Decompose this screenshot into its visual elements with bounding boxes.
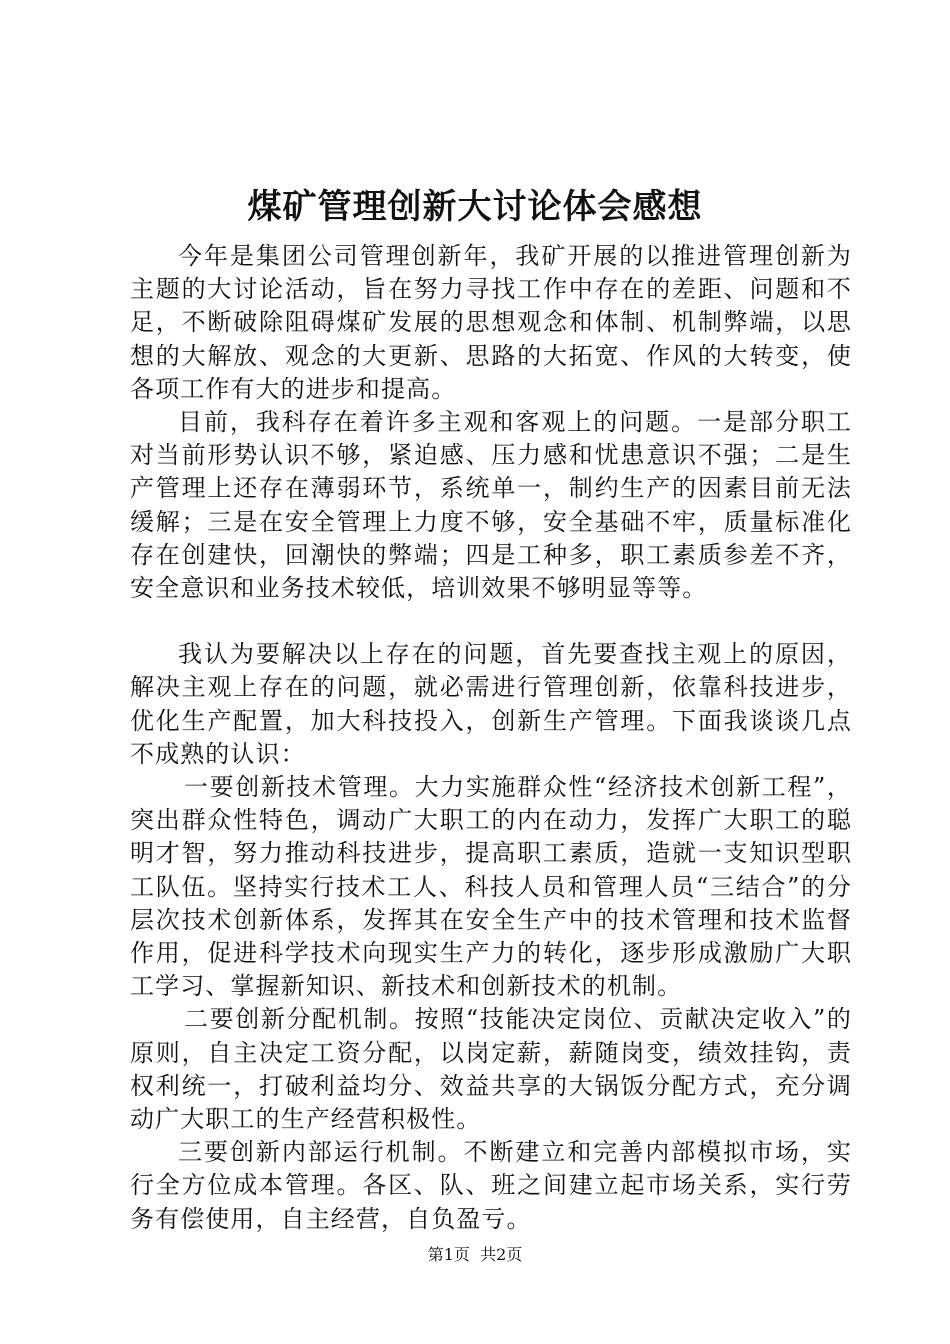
document-body xyxy=(130,240,852,1236)
paragraph-point-two: 二要创新分配机制。按照“技能决定岗位、贡献决定收入”的原则，自主决定工资分配，以岗定薪，薪随岗变，绩效挂钩，责权利统一，打破利益均分、效益共享的大锅饭分配方式，充分调动广大职工的生产经营积极性。 xyxy=(130,1005,852,1134)
paragraph-point-one: 一要创新技术管理。大力实施群众性“经济技术创新工程”，突出群众性特色，调动广大职工的内在动力，发挥广大职工的聪明才智，努力推动科技进步，提高职工素质，造就一支知识型职工队伍。坚持实行技术工人、科技人员和管理人员“三结合”的分层次技术创新体系，发挥其在安全生产中的技术管理和技术监督作用，促进科学技术向现实生产力的转化，逐步形成激励广大职工学习、掌握新知识、新技术和创新技术的机制。 xyxy=(130,773,852,1001)
paragraph-spacer xyxy=(130,605,852,638)
paragraph-point-three: 三要创新内部运行机制。不断建立和完善内部模拟市场，实行全方位成本管理。各区、队、班之间建立起市场关系，实行劳务有偿使用，自主经营，自负盈亏。 xyxy=(130,1138,852,1233)
document-title: 煤矿管理创新大讨论体会感想 xyxy=(247,187,703,227)
paragraph-problems: 目前，我科存在着许多主观和客观上的问题。一是部分职工对当前形势认识不够，紧迫感、压力感和忧患意识不强；二是生产管理上还存在薄弱环节，系统单一，制约生产的因素目前无法缓解；三是在安全管理上力度不够，安全基础不牢，质量标准化存在创建快，回潮快的弊端；四是工种多，职工素质参差不齐，安全意识和业务技术较低，培训效果不够明显等等。 xyxy=(130,408,852,603)
paragraph-intro: 今年是集团公司管理创新年，我矿开展的以推进管理创新为主题的大讨论活动，旨在努力寻找工作中存在的差距、问题和不足，不断破除阻碍煤矿发展的思想观念和体制、机制弊端，以思想的大解放、观念的大更新、思路的大拓宽、作风的大转变，使各项工作有大的进步和提高。 xyxy=(130,242,852,403)
page-number: 第1页 xyxy=(427,1245,470,1264)
page-total: 共2页 xyxy=(480,1245,523,1264)
paragraph-solution: 我认为要解决以上存在的问题，首先要查找主观上的原因，解决主观上存在的问题，就必需进行管理创新，依靠科技进步，优化生产配置，加大科技投入，创新生产管理。下面我谈谈几点不成熟的认识： xyxy=(130,640,852,768)
page-footer xyxy=(0,1244,950,1266)
